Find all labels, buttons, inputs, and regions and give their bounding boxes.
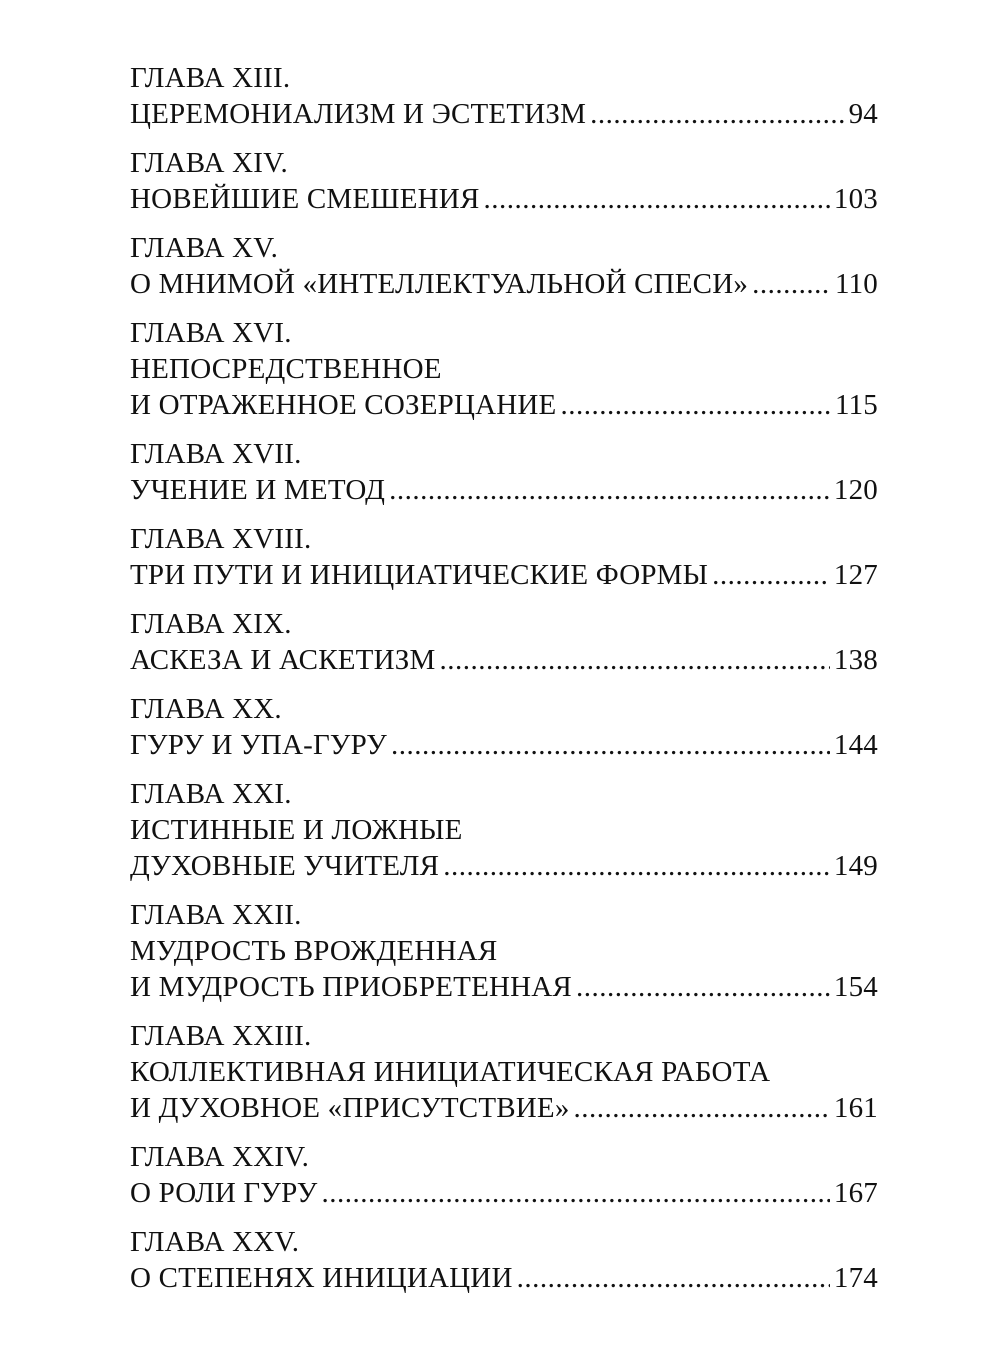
page-number: 115 bbox=[834, 389, 878, 421]
toc-title-line bbox=[130, 181, 878, 217]
toc-title-line bbox=[130, 969, 878, 1005]
dot-leader bbox=[389, 472, 830, 508]
toc-entry[interactable] bbox=[130, 897, 878, 1005]
chapter-label: ГЛАВА XV. bbox=[130, 232, 279, 264]
chapter-title-line: ИСТИННЫЕ И ЛОЖНЫЕ bbox=[130, 814, 463, 846]
chapter-title: ЦЕРЕМОНИАЛИЗМ И ЭСТЕТИЗМ bbox=[130, 98, 587, 130]
page-number: 127 bbox=[833, 559, 878, 591]
chapter-title-line: НЕПОСРЕДСТВЕННОЕ bbox=[130, 353, 442, 385]
page-number: 167 bbox=[833, 1177, 878, 1209]
chapter-title: И МУДРОСТЬ ПРИОБРЕТЕННАЯ bbox=[130, 971, 572, 1003]
dot-leader bbox=[484, 181, 830, 217]
page-number: 144 bbox=[833, 729, 878, 761]
chapter-title: ГУРУ И УПА-ГУРУ bbox=[130, 729, 387, 761]
dot-leader bbox=[574, 1090, 830, 1126]
table-of-contents bbox=[130, 60, 878, 1309]
toc-entry[interactable] bbox=[130, 145, 878, 217]
chapter-title: ДУХОВНЫЕ УЧИТЕЛЯ bbox=[130, 850, 440, 882]
chapter-label: ГЛАВА XIX. bbox=[130, 608, 292, 640]
chapter-title: И ОТРАЖЕННОЕ СОЗЕРЦАНИЕ bbox=[130, 389, 557, 421]
chapter-title: УЧЕНИЕ И МЕТОД bbox=[130, 474, 386, 506]
toc-title-line bbox=[130, 387, 878, 423]
toc-title-line bbox=[130, 96, 878, 132]
toc-entry[interactable] bbox=[130, 230, 878, 302]
page-number: 154 bbox=[833, 971, 878, 1003]
page-number: 103 bbox=[833, 183, 878, 215]
toc-entry[interactable] bbox=[130, 521, 878, 593]
toc-entry[interactable] bbox=[130, 1018, 878, 1126]
dot-leader bbox=[752, 266, 831, 302]
toc-entry[interactable] bbox=[130, 1139, 878, 1211]
dot-leader bbox=[391, 727, 830, 763]
chapter-title: АСКЕЗА И АСКЕТИЗМ bbox=[130, 644, 436, 676]
chapter-label: ГЛАВА XVII. bbox=[130, 438, 302, 470]
page-number: 120 bbox=[833, 474, 878, 506]
toc-entry[interactable] bbox=[130, 691, 878, 763]
page-number: 174 bbox=[833, 1262, 878, 1294]
chapter-label: ГЛАВА XXV. bbox=[130, 1226, 300, 1258]
chapter-label: ГЛАВА XVI. bbox=[130, 317, 292, 349]
toc-title-line bbox=[130, 848, 878, 884]
toc-title-line bbox=[130, 472, 878, 508]
toc-title-line bbox=[130, 1260, 878, 1296]
page-number: 138 bbox=[833, 644, 878, 676]
chapter-title-line: КОЛЛЕКТИВНАЯ ИНИЦИАТИЧЕСКАЯ РАБОТА bbox=[130, 1056, 771, 1088]
page-number: 94 bbox=[848, 98, 878, 130]
toc-entry[interactable] bbox=[130, 606, 878, 678]
dot-leader bbox=[321, 1175, 829, 1211]
page-number: 149 bbox=[833, 850, 878, 882]
chapter-label: ГЛАВА XX. bbox=[130, 693, 282, 725]
dot-leader bbox=[712, 557, 830, 593]
page-number: 110 bbox=[834, 268, 878, 300]
chapter-title: О РОЛИ ГУРУ bbox=[130, 1177, 318, 1209]
chapter-title: О СТЕПЕНЯХ ИНИЦИАЦИИ bbox=[130, 1262, 513, 1294]
dot-leader bbox=[576, 969, 830, 1005]
page-number: 161 bbox=[833, 1092, 878, 1124]
dot-leader bbox=[443, 848, 830, 884]
toc-entry[interactable] bbox=[130, 315, 878, 423]
chapter-label: ГЛАВА XIII. bbox=[130, 62, 291, 94]
dot-leader bbox=[560, 387, 831, 423]
chapter-title-line: МУДРОСТЬ ВРОЖДЕННАЯ bbox=[130, 935, 498, 967]
toc-title-line bbox=[130, 642, 878, 678]
toc-entry[interactable] bbox=[130, 60, 878, 132]
chapter-label: ГЛАВА XXII. bbox=[130, 899, 302, 931]
toc-entry[interactable] bbox=[130, 1224, 878, 1296]
chapter-title: НОВЕЙШИЕ СМЕШЕНИЯ bbox=[130, 183, 480, 215]
toc-title-line bbox=[130, 557, 878, 593]
chapter-label: ГЛАВА XXIII. bbox=[130, 1020, 312, 1052]
toc-title-line bbox=[130, 266, 878, 302]
chapter-label: ГЛАВА XVIII. bbox=[130, 523, 312, 555]
dot-leader bbox=[439, 642, 829, 678]
dot-leader bbox=[517, 1260, 830, 1296]
chapter-title: И ДУХОВНОЕ «ПРИСУТСТВИЕ» bbox=[130, 1092, 570, 1124]
toc-entry[interactable] bbox=[130, 436, 878, 508]
chapter-title: О МНИМОЙ «ИНТЕЛЛЕКТУАЛЬНОЙ СПЕСИ» bbox=[130, 268, 749, 300]
dot-leader bbox=[590, 96, 844, 132]
chapter-label: ГЛАВА XIV. bbox=[130, 147, 288, 179]
toc-title-line bbox=[130, 1090, 878, 1126]
chapter-title: ТРИ ПУТИ И ИНИЦИАТИЧЕСКИЕ ФОРМЫ bbox=[130, 559, 709, 591]
chapter-label: ГЛАВА XXIV. bbox=[130, 1141, 310, 1173]
chapter-label: ГЛАВА XXI. bbox=[130, 778, 292, 810]
toc-title-line bbox=[130, 727, 878, 763]
toc-title-line bbox=[130, 1175, 878, 1211]
toc-entry[interactable] bbox=[130, 776, 878, 884]
